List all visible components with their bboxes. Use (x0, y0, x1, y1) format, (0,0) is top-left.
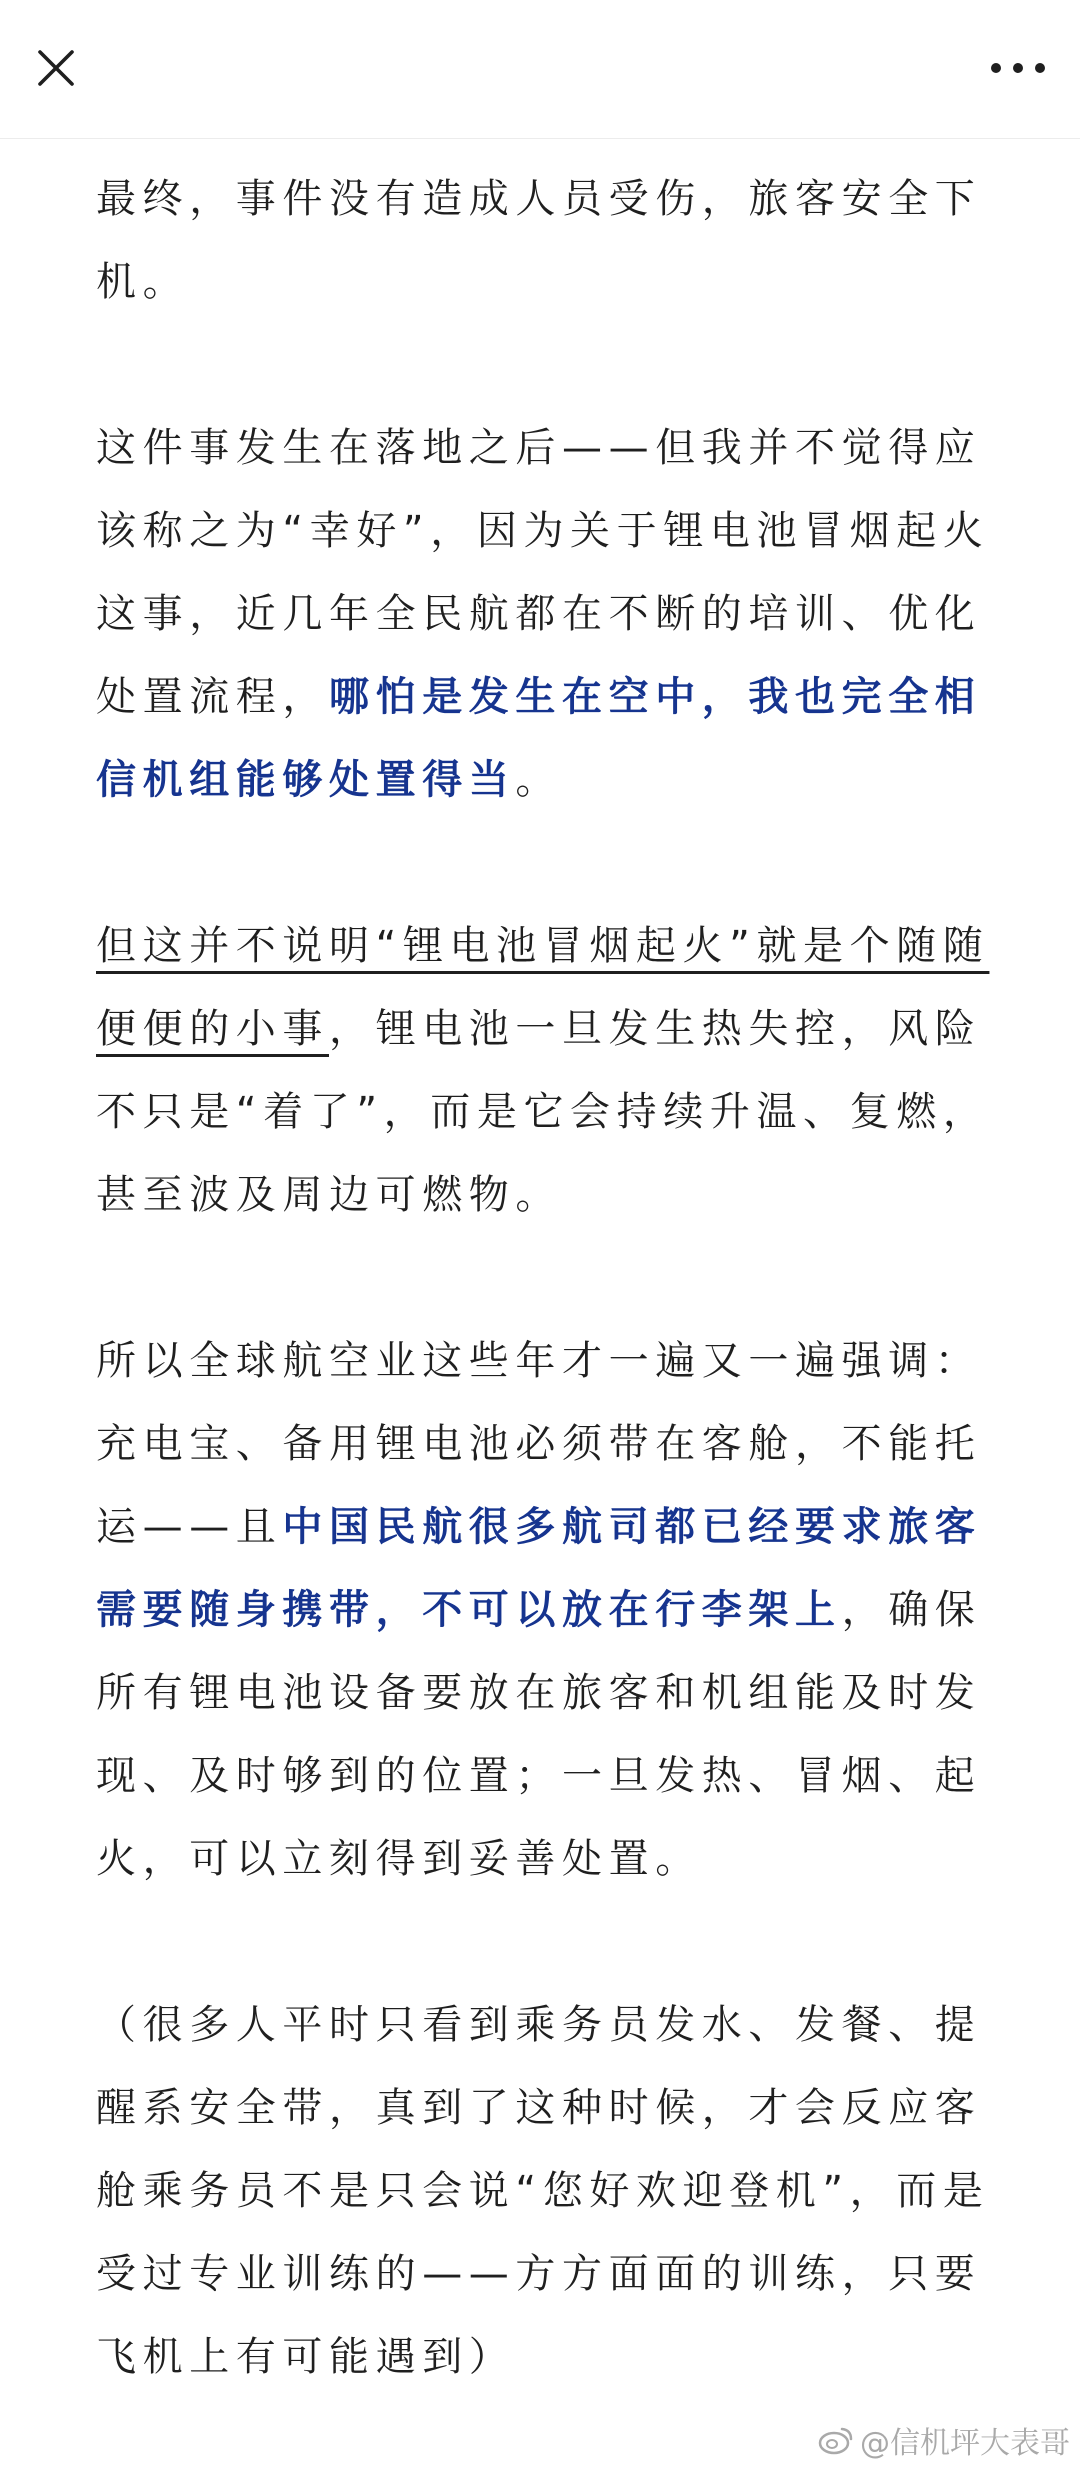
paragraph-text: 最终，事件没有造成人员受伤，旅客安全下机。 (96, 176, 982, 305)
article-body (96, 158, 994, 2482)
paragraph-text: 。 (515, 757, 563, 803)
weibo-icon (818, 2425, 854, 2455)
highlighted-text: 中国民航很多航司都已经要求旅客需要随身携带，不可以放在行李架上 (96, 1504, 982, 1633)
top-toolbar (0, 0, 1080, 139)
watermark (818, 2418, 1070, 2462)
paragraph-regulations (96, 1320, 994, 1901)
paragraph-text: 所以全球航空业这些年才一遍又一遍强调：充电宝、备用锂电池必须带在客舱，不能托运——且 (96, 1338, 982, 1550)
watermark-text: @信机坪大表哥 (860, 2426, 1070, 2461)
paragraph-cabin-crew (96, 1984, 994, 2399)
underlined-text: 但这并不说明“锂电池冒烟起火”就是个随随便便的小事 (96, 923, 990, 1052)
paragraph-after-landing (96, 407, 994, 822)
more-options-button[interactable] (980, 36, 1056, 100)
paragraph-lithium-risk (96, 905, 994, 1237)
paragraph-text: ，确保所有锂电池设备要放在旅客和机组能及时发现、及时够到的位置；一旦发热、冒烟、起火，可以立刻得到妥善处置。 (96, 1587, 982, 1882)
close-button[interactable] (24, 36, 88, 100)
paragraph-text: 这件事发生在落地之后——但我并不觉得应该称之为“幸好”，因为关于锂电池冒烟起火这事，近几年全民航都在不断的培训、优化处置流程， (96, 425, 990, 720)
close-icon (36, 48, 76, 88)
paragraph-text: （很多人平时只看到乘务员发水、发餐、提醒系安全带，真到了这种时候，才会反应客舱乘务员不是只会说“您好欢迎登机”，而是受过专业训练的——方方面面的训练，只要飞机上有可能遇到） (96, 2002, 990, 2380)
paragraph-outcome (96, 158, 994, 324)
paragraph-text: ，锂电池一旦发生热失控，风险不只是“着了”，而是它会持续升温、复燃，甚至波及周边可燃物。 (96, 1006, 990, 1218)
more-horizontal-icon (990, 62, 1046, 74)
highlighted-text: 哪怕是发生在空中，我也完全相信机组能够处置得当 (96, 674, 982, 803)
